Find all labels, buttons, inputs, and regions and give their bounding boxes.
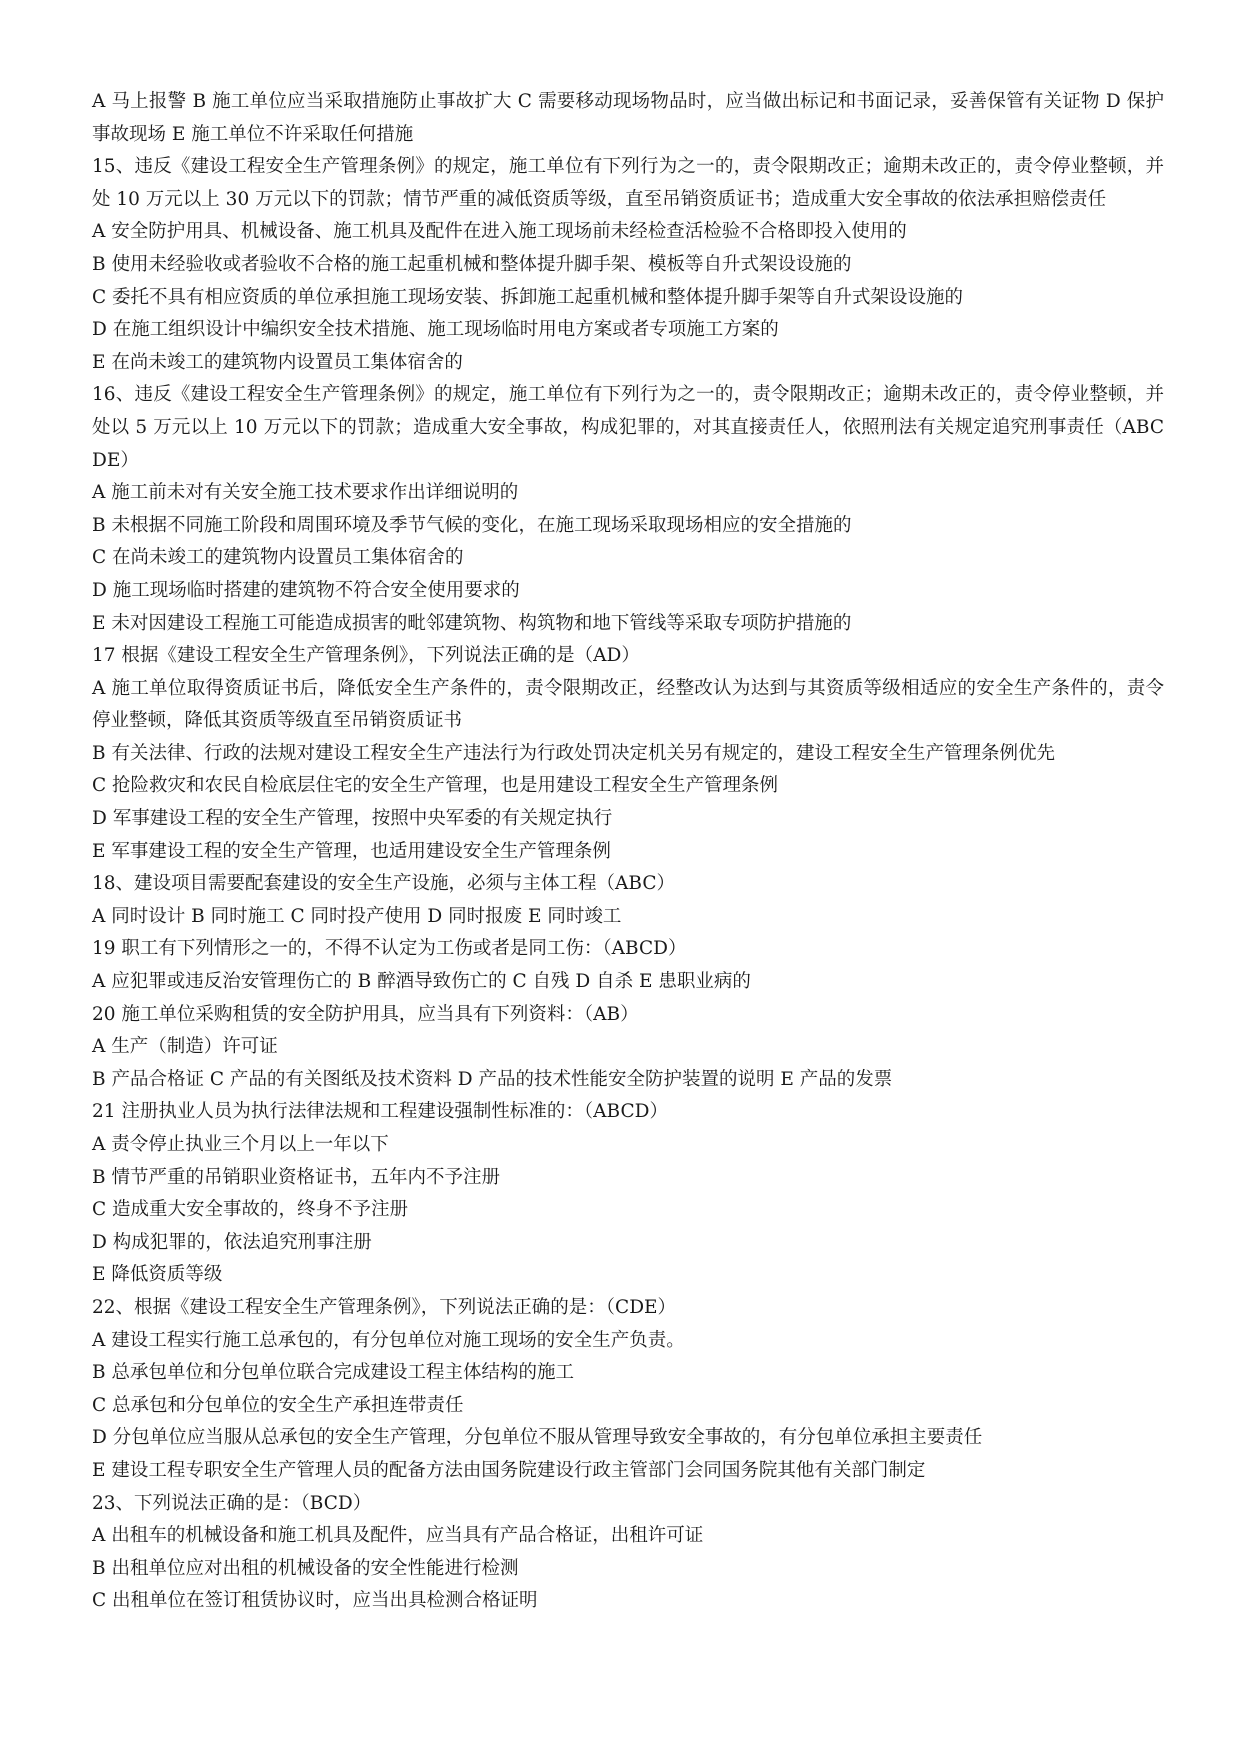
option-line: D 在施工组织设计中编织安全技术措施、施工现场临时用电方案或者专项施工方案的 [92, 319, 779, 341]
option-line: C 委托不具有相应资质的单位承担施工现场安装、拆卸施工起重机械和整体提升脚手架等自升式架设设施的 [92, 286, 964, 308]
option-line: B 情节严重的吊销职业资格证书，五年内不予注册 [92, 1166, 500, 1188]
option-line: D 分包单位应当服从总承包的安全生产管理，分包单位不服从管理导致安全事故的，有分包单位承担主要责任 [92, 1427, 983, 1449]
option-line: A 同时设计 B 同时施工 C 同时投产使用 D 同时报废 E 同时竣工 [92, 905, 622, 927]
option-line: C 在尚未竣工的建筑物内设置员工集体宿舍的 [92, 547, 464, 569]
document-page [92, 86, 1164, 1618]
option-line: E 未对因建设工程施工可能造成损害的毗邻建筑物、构筑物和地下管线等采取专项防护措施的 [92, 612, 852, 634]
option-line: A 生产（制造）许可证 [92, 1036, 278, 1058]
option-line: A 应犯罪或违反治安管理伤亡的 B 醉酒导致伤亡的 C 自残 D 自杀 E 患职业病的 [92, 971, 751, 993]
text-line: A 马上报警 B 施工单位应当采取措施防止事故扩大 C 需要移动现场物品时，应当做出标记和书面记录，妥善保管有关证物 D 保护事故现场 E 施工单位不许采取任何措施 [92, 91, 1164, 145]
option-line: D 构成犯罪的，依法追究刑事注册 [92, 1231, 372, 1253]
question-23: 23、下列说法正确的是：（BCD） [92, 1492, 372, 1514]
option-line: C 抢险救灾和农民自检底层住宅的安全生产管理，也是用建设工程安全生产管理条例 [92, 775, 779, 797]
option-line: A 责令停止执业三个月以上一年以下 [92, 1134, 389, 1155]
option-line: E 建设工程专职安全生产管理人员的配备方法由国务院建设行政主管部门会同国务院其他有关部门制定 [92, 1459, 926, 1481]
question-16: 16、违反《建设工程安全生产管理条例》的规定，施工单位有下列行为之一的，责令限期改正；逾期未改正的，责令停业整顿，并处以 5 万元以上 10 万元以下的罚款；造成重大安全事故，构成犯罪的，对其直接责任人，依照刑法有关规定追究刑事责任（ABCDE） [92, 384, 1164, 471]
option-line: A 出租车的机械设备和施工机具及配件，应当具有产品合格证，出租许可证 [92, 1525, 704, 1547]
option-line: B 产品合格证 C 产品的有关图纸及技术资料 D 产品的技术性能安全防护装置的说明 E 产品的发票 [92, 1068, 893, 1090]
option-line: B 未根据不同施工阶段和周围环境及季节气候的变化，在施工现场采取现场相应的安全措施的 [92, 514, 852, 536]
option-line: C 造成重大安全事故的，终身不予注册 [92, 1199, 409, 1221]
option-line: E 在尚未竣工的建筑物内设置员工集体宿舍的 [92, 351, 463, 373]
question-22: 22、根据《建设工程安全生产管理条例》，下列说法正确的是：（CDE） [92, 1296, 677, 1318]
question-19: 19 职工有下列情形之一的，不得不认定为工伤或者是同工伤：（ABCD） [92, 938, 687, 960]
question-15: 15、违反《建设工程安全生产管理条例》的规定，施工单位有下列行为之一的，责令限期改正；逾期未改正的，责令停业整顿，并处 10 万元以上 30 万元以下的罚款；情节严重的减低资质等级，直至吊销资质证书；造成重大安全事故的依法承担赔偿责任 [92, 156, 1164, 210]
option-line: A 施工单位取得资质证书后，降低安全生产条件的，责令限期改正，经整改认为达到与其资质等级相适应的安全生产条件的，责令停业整顿，降低其资质等级直至吊销资质证书 [92, 677, 1164, 732]
question-20: 20 施工单位采购租赁的安全防护用具，应当具有下列资料：（AB） [92, 1003, 639, 1025]
option-line: B 使用未经验收或者验收不合格的施工起重机械和整体提升脚手架、模板等自升式架设设施的 [92, 253, 852, 275]
option-line: A 施工前未对有关安全施工技术要求作出详细说明的 [92, 482, 519, 504]
option-line: B 有关法律、行政的法规对建设工程安全生产违法行为行政处罚决定机关另有规定的，建设工程安全生产管理条例优先 [92, 742, 1055, 764]
option-line: C 总承包和分包单位的安全生产承担连带责任 [92, 1394, 464, 1416]
option-line: B 总承包单位和分包单位联合完成建设工程主体结构的施工 [92, 1362, 574, 1384]
option-line: C 出租单位在签订租赁协议时，应当出具检测合格证明 [92, 1590, 538, 1612]
question-18: 18、建设项目需要配套建设的安全生产设施，必须与主体工程（ABC） [92, 873, 675, 895]
option-line: A 建设工程实行施工总承包的，有分包单位对施工现场的安全生产负责。 [92, 1329, 685, 1351]
option-line: D 施工现场临时搭建的建筑物不符合安全使用要求的 [92, 579, 520, 601]
option-line: B 出租单位应对出租的机械设备的安全性能进行检测 [92, 1557, 519, 1579]
option-line: D 军事建设工程的安全生产管理，按照中央军委的有关规定执行 [92, 808, 613, 830]
option-line: A 安全防护用具、机械设备、施工机具及配件在进入施工现场前未经检查活检验不合格即投入使用的 [92, 221, 907, 243]
question-17: 17 根据《建设工程安全生产管理条例》，下列说法正确的是（AD） [92, 645, 640, 667]
question-21: 21 注册执业人员为执行法律法规和工程建设强制性标准的：（ABCD） [92, 1101, 668, 1123]
option-line: E 降低资质等级 [92, 1264, 223, 1286]
option-line: E 军事建设工程的安全生产管理，也适用建设安全生产管理条例 [92, 840, 611, 862]
